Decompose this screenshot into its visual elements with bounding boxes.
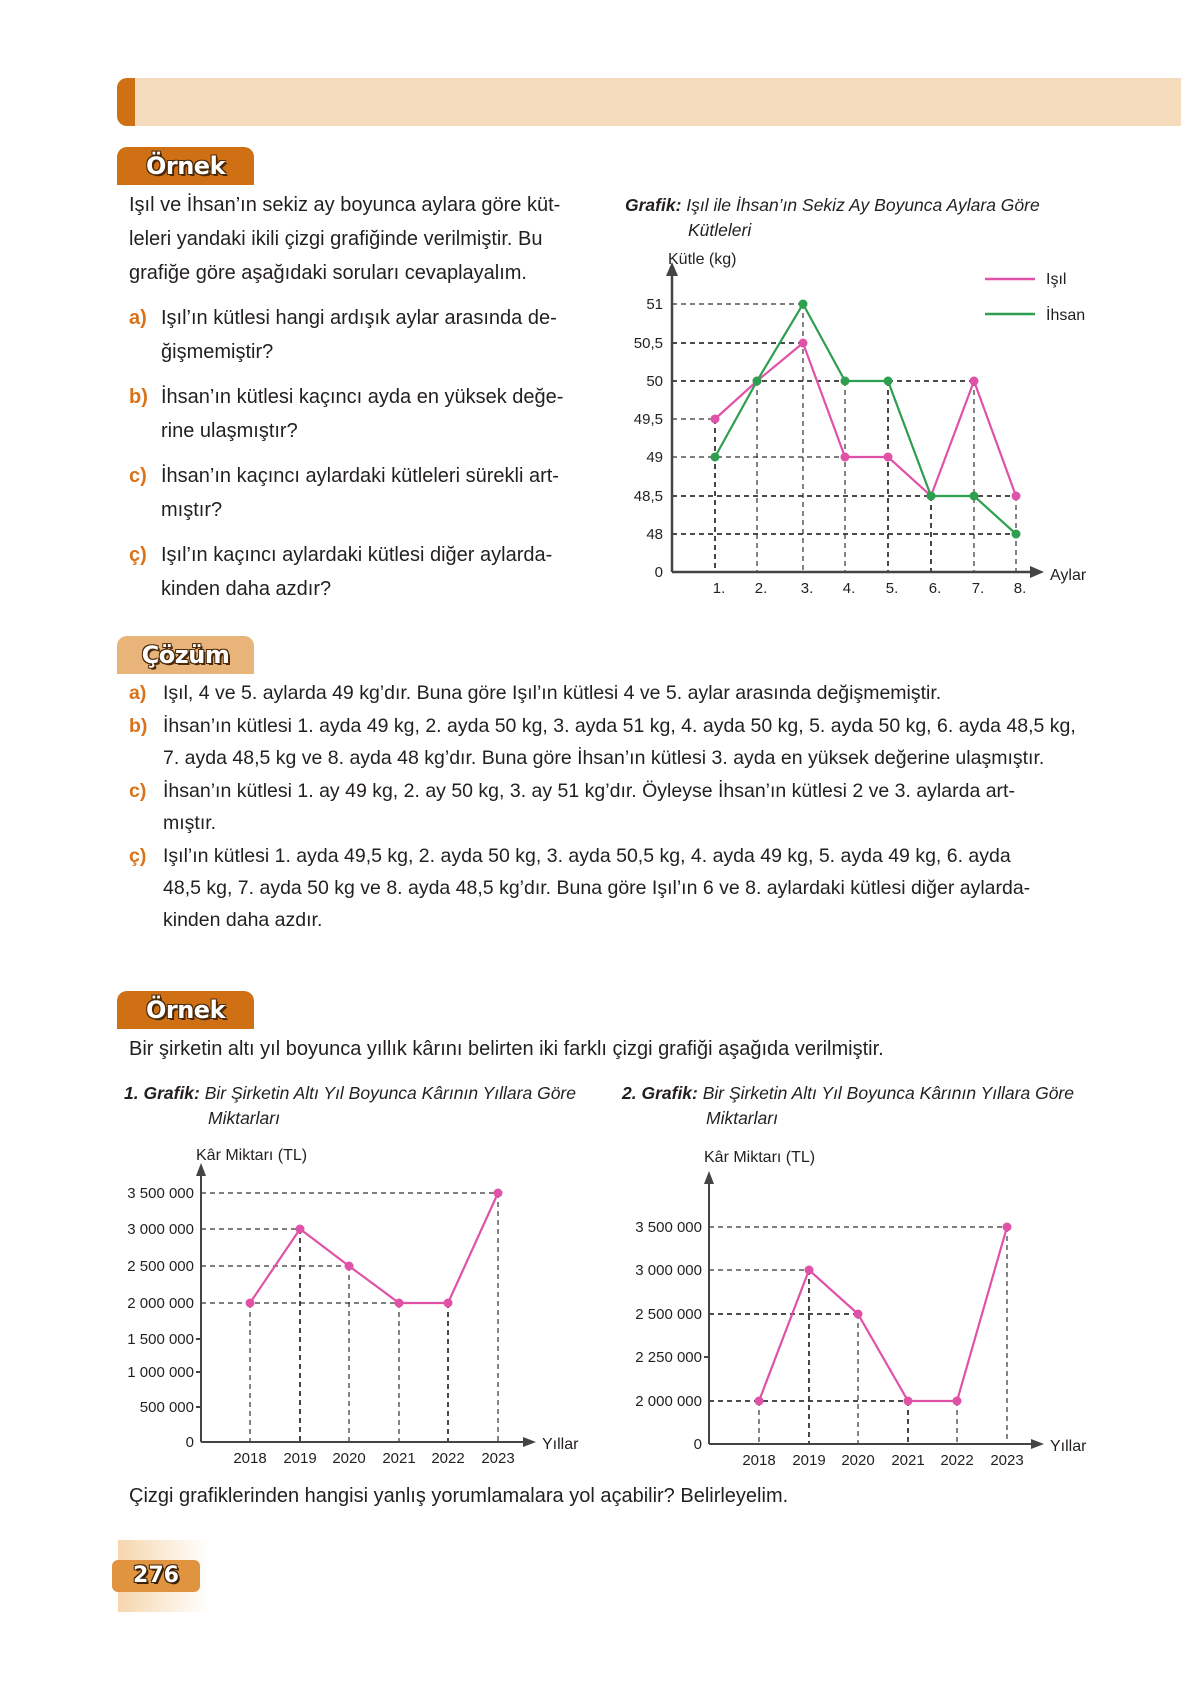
solution-b [129, 710, 1129, 774]
question-c [129, 459, 589, 527]
mass-line-chart [600, 240, 1160, 610]
svg-text:1.: 1. [712, 580, 726, 597]
x-tick-labels [742, 1452, 1023, 1469]
svg-text:1 000 000: 1 000 000 [127, 1364, 194, 1381]
guide-lines [709, 1227, 1007, 1444]
chapter-header-bar [117, 78, 1181, 126]
intro-line: Işıl ve İhsan’ın sekiz ay boyunca aylara göre küt- [129, 194, 561, 216]
chart-axes [704, 1171, 1044, 1449]
caption-label: 1. Grafik: [124, 1083, 200, 1103]
solution-a [129, 677, 1129, 709]
header-accent-tab [117, 78, 135, 126]
chart-legend [985, 271, 1085, 324]
svg-text:50: 50 [646, 373, 663, 390]
svg-text:2023: 2023 [481, 1450, 515, 1467]
svg-text:2 250 000: 2 250 000 [635, 1349, 702, 1366]
solution-label: b) [129, 715, 148, 737]
svg-text:2.: 2. [754, 580, 768, 597]
caption-text: Miktarları [706, 1108, 778, 1128]
svg-text:2018: 2018 [233, 1450, 267, 1467]
example1-questions [129, 301, 589, 606]
y-tick-labels [127, 1185, 194, 1451]
caption-text: Kütleleri [688, 220, 752, 240]
x-axis-label: Yıllar [542, 1436, 579, 1453]
question-text: rine ulaşmıştır? [161, 420, 298, 442]
y-tick-labels [634, 296, 663, 581]
x-tick-labels [233, 1450, 514, 1467]
solution-list [129, 677, 1129, 936]
svg-text:49: 49 [646, 449, 663, 466]
question-cc [129, 538, 589, 606]
example1-intro [129, 188, 579, 290]
svg-text:4.: 4. [842, 580, 856, 597]
svg-text:6.: 6. [928, 580, 942, 597]
y-axis-label: Kütle (kg) [668, 251, 737, 268]
svg-text:50,5: 50,5 [633, 335, 663, 352]
solution-text: mıştır. [163, 812, 217, 834]
svg-text:2021: 2021 [891, 1452, 925, 1469]
solution-text: Işıl’ın kütlesi 1. ayda 49,5 kg, 2. ayda 50 kg, 3. ayda 50,5 kg, 4. ayda 49 kg, 5. ayda 49 kg, 6. ayda [163, 845, 1011, 867]
solution-badge: Çözüm [117, 636, 254, 674]
svg-text:2019: 2019 [283, 1450, 317, 1467]
question-a [129, 301, 589, 369]
question-label: b) [129, 386, 148, 408]
svg-text:7.: 7. [971, 580, 985, 597]
profit-line-chart-1 [100, 1130, 600, 1470]
question-b [129, 380, 589, 448]
solution-text: İhsan’ın kütlesi 1. ay 49 kg, 2. ay 50 kg, 3. ay 51 kg’dır. Öyleyse İhsan’ın kütlesi 2 ve 3. aylarda art- [163, 780, 1015, 802]
solution-label: ç) [129, 845, 147, 867]
profit-line-chart-2 [610, 1130, 1150, 1470]
caption-text: Bir Şirketin Altı Yıl Boyunca Kârının Yıllara Göre [204, 1083, 576, 1103]
question-label: ç) [129, 544, 147, 566]
svg-text:8.: 8. [1013, 580, 1027, 597]
solution-text: 7. ayda 48,5 kg ve 8. ayda 48 kg’dır. Buna göre İhsan’ın kütlesi 3. ayda en yüksek değerine ulaşmıştır. [163, 747, 1045, 769]
svg-text:0: 0 [185, 1434, 194, 1451]
guide-lines [201, 1193, 498, 1442]
svg-text:2 500 000: 2 500 000 [127, 1258, 194, 1275]
example-badge: Örnek [117, 147, 254, 185]
caption-text: Miktarları [208, 1108, 280, 1128]
caption-text: Işıl ile İhsan’ın Sekiz Ay Boyunca Aylara Göre [686, 195, 1040, 215]
caption-label: 2. Grafik: [622, 1083, 698, 1103]
svg-text:2023: 2023 [990, 1452, 1024, 1469]
x-tick-labels [713, 580, 1027, 597]
y-axis-label: Kâr Miktarı (TL) [704, 1149, 816, 1166]
svg-text:48: 48 [646, 526, 663, 543]
profit-chart2-caption [622, 1081, 1142, 1131]
x-axis-label: Yıllar [1050, 1438, 1087, 1455]
svg-text:0: 0 [654, 564, 663, 581]
svg-text:2 000 000: 2 000 000 [635, 1393, 702, 1410]
svg-text:2020: 2020 [332, 1450, 366, 1467]
svg-text:49,5: 49,5 [633, 411, 663, 428]
svg-text:3 000 000: 3 000 000 [635, 1262, 702, 1279]
question-label: a) [129, 307, 147, 329]
profit-chart1-caption [124, 1081, 624, 1131]
series-profit [755, 1223, 1012, 1406]
question-label: c) [129, 465, 147, 487]
svg-text:3.: 3. [800, 580, 814, 597]
intro-line: leleri yandaki ikili çizgi grafiğinde verilmiştir. Bu [129, 228, 543, 250]
question-text: İhsan’ın kütlesi kaçıncı ayda en yüksek değe- [161, 386, 564, 408]
solution-c [129, 775, 1129, 839]
intro-line: grafiğe göre aşağıdaki soruları cevaplayalım. [129, 262, 527, 284]
example-badge: Örnek [117, 991, 254, 1029]
svg-text:İhsan: İhsan [1046, 307, 1086, 324]
caption-text: Bir Şirketin Altı Yıl Boyunca Kârının Yıllara Göre [702, 1083, 1074, 1103]
y-axis-label: Kâr Miktarı (TL) [196, 1147, 308, 1164]
svg-text:2018: 2018 [742, 1452, 776, 1469]
question-text: Işıl’ın kaçıncı aylardaki kütlesi diğer aylarda- [161, 544, 553, 566]
solution-text: kinden daha azdır. [163, 909, 323, 931]
svg-text:3 500 000: 3 500 000 [127, 1185, 194, 1202]
svg-text:51: 51 [646, 296, 663, 313]
svg-text:2021: 2021 [382, 1450, 416, 1467]
solution-label: a) [129, 682, 147, 704]
svg-text:5.: 5. [885, 580, 899, 597]
page-number: 276 [112, 1560, 200, 1592]
svg-text:48,5: 48,5 [633, 488, 663, 505]
svg-text:500 000: 500 000 [139, 1399, 194, 1416]
svg-text:2022: 2022 [940, 1452, 974, 1469]
guide-lines [672, 304, 1016, 572]
question-text: İhsan’ın kaçıncı aylardaki kütleleri sürekli art- [161, 465, 559, 487]
series-profit [246, 1189, 503, 1308]
question-text: ğişmemiştir? [161, 341, 274, 363]
question-text: kinden daha azdır? [161, 578, 332, 600]
svg-text:2 000 000: 2 000 000 [127, 1295, 194, 1312]
svg-text:2022: 2022 [431, 1450, 465, 1467]
chart1-caption [625, 193, 1145, 243]
svg-text:3 000 000: 3 000 000 [127, 1221, 194, 1238]
svg-text:2020: 2020 [841, 1452, 875, 1469]
example2-question: Çizgi grafiklerinden hangisi yanlış yorumlamalara yol açabilir? Belirleyelim. [129, 1485, 789, 1507]
question-text: mıştır? [161, 499, 223, 521]
svg-text:2 500 000: 2 500 000 [635, 1306, 702, 1323]
svg-text:2019: 2019 [792, 1452, 826, 1469]
svg-text:1 500 000: 1 500 000 [127, 1331, 194, 1348]
question-text: Işıl’ın kütlesi hangi ardışık aylar arasında de- [161, 307, 557, 329]
solution-text: Işıl, 4 ve 5. aylarda 49 kg’dır. Buna göre Işıl’ın kütlesi 4 ve 5. aylar arasında değişmemiştir. [163, 682, 942, 704]
y-tick-labels [635, 1219, 702, 1453]
solution-cc [129, 840, 1129, 936]
x-axis-label: Aylar [1050, 567, 1087, 584]
caption-label: Grafik: [625, 195, 682, 215]
solution-text: İhsan’ın kütlesi 1. ayda 49 kg, 2. ayda 50 kg, 3. ayda 51 kg, 4. ayda 50 kg, 5. ayda 50 kg, 6. ayda 48,5 kg, [163, 715, 1076, 737]
solution-text: 48,5 kg, 7. ayda 50 kg ve 8. ayda 48,5 kg’dır. Buna göre Işıl’ın 6 ve 8. aylardaki kütlesi diğer aylarda- [163, 877, 1031, 899]
svg-text:0: 0 [693, 1436, 702, 1453]
svg-text:Işıl: Işıl [1046, 271, 1067, 288]
example2-intro: Bir şirketin altı yıl boyunca yıllık kârını belirten iki farklı çizgi grafiği aşağıda verilmiştir. [129, 1038, 884, 1060]
solution-label: c) [129, 780, 147, 802]
svg-text:3 500 000: 3 500 000 [635, 1219, 702, 1236]
